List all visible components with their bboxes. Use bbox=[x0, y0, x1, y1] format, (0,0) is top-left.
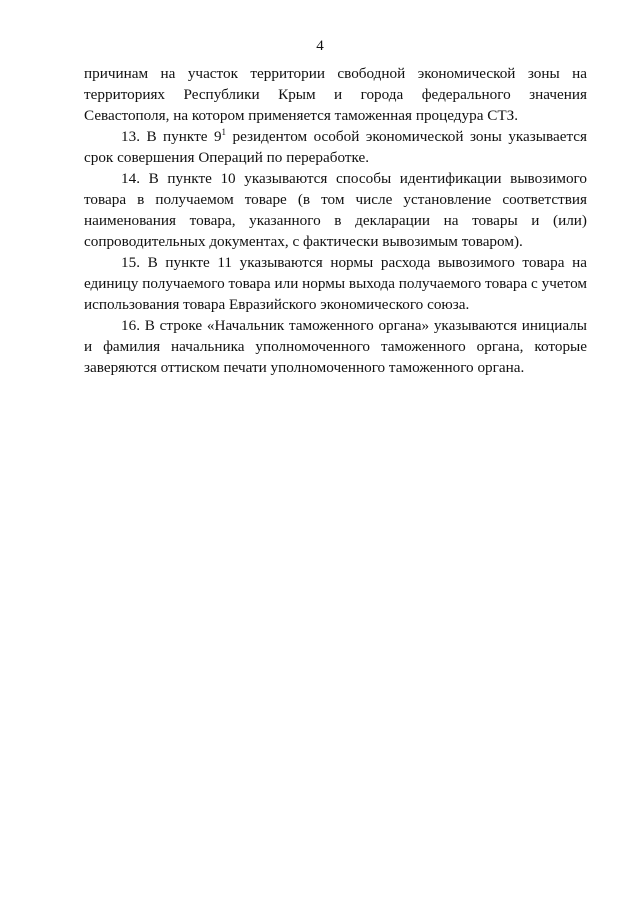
paragraph-14: 14. В пункте 10 указываются способы идентификации вывозимого товара в получаемом товаре (в том числе установление соответствия наименования товара, указанного в декларации на товары и (или) сопроводительных документах, с фактически вывозимым товаром). bbox=[84, 170, 587, 250]
paragraph-13 bbox=[84, 126, 587, 168]
paragraph-15: 15. В пункте 11 указываются нормы расхода вывозимого товара на единицу получаемого товара или нормы выхода получаемого товара с учетом использования товара Евразийского экономического союза. bbox=[84, 254, 587, 313]
paragraph-16: 16. В строке «Начальник таможенного органа» указываются инициалы и фамилия начальника уполномоченного таможенного органа, которые заверяются оттиском печати уполномоченного таможенного органа. bbox=[84, 317, 587, 376]
paragraph-13-end: резидентом особой экономической зоны указывается срок совершения Операций по переработке. bbox=[84, 128, 588, 166]
page-number: 4 bbox=[316, 38, 324, 54]
superscript-index: 1 bbox=[221, 127, 227, 137]
paragraph-13-start: 13. В пункте 9 bbox=[121, 128, 222, 145]
paragraph-continuation: причинам на участок территории свободной экономической зоны на территориях Республики Крым и города федерального значения Севастополя, на котором применяется таможенная процедура СТЗ. bbox=[84, 65, 587, 124]
document-body bbox=[84, 63, 587, 378]
